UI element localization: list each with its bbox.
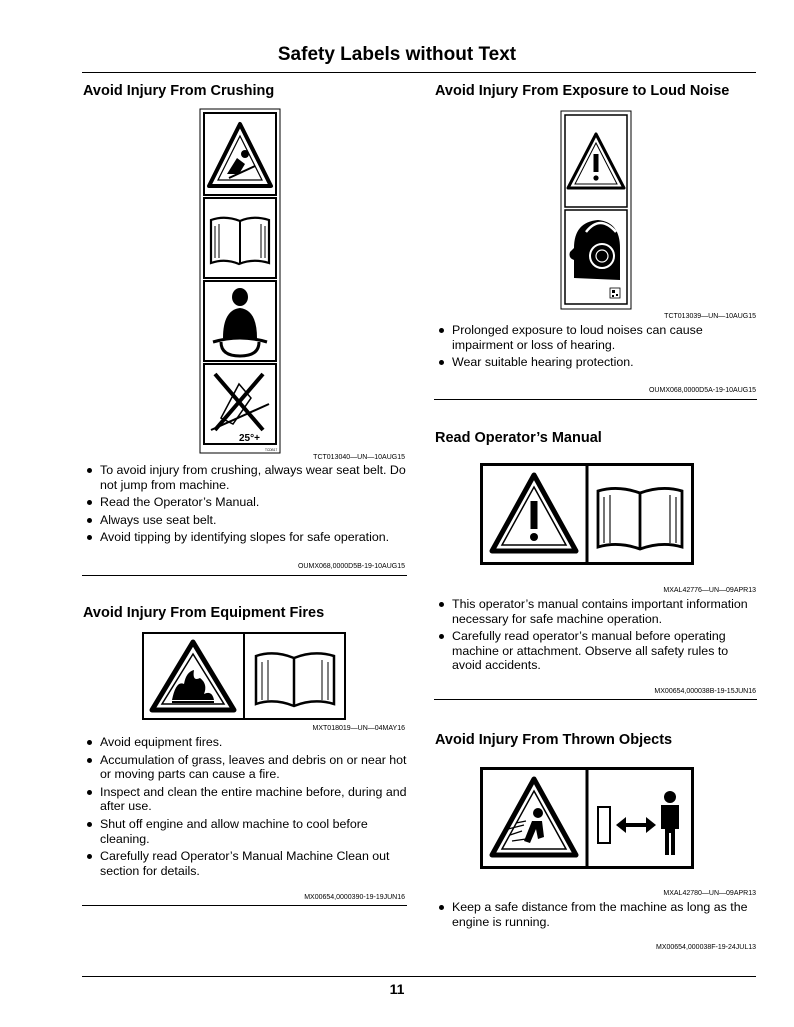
list-item: Carefully read Operator’s Manual Machine Clean out section for details. xyxy=(84,849,409,878)
list-item: Keep a safe distance from the machine as long as the engine is running. xyxy=(436,900,761,929)
label-code-text: TCDB17 xyxy=(265,448,278,452)
ref-code-noise: OUMX068,0000D5A-19-10AUG15 xyxy=(648,387,756,394)
caption-crushing: TCT013040—UN—10AUG15 xyxy=(313,454,405,461)
list-item: Read the Operator’s Manual. xyxy=(84,495,409,510)
title-divider xyxy=(82,72,756,73)
ref-code-manual: MX00654,000038B-19-15JUN16 xyxy=(654,688,756,695)
page-number: 11 xyxy=(389,981,405,997)
section-title-manual: Read Operator’s Manual xyxy=(435,430,602,446)
ref-code-fires: MX00654,0000390-19-19JUN16 xyxy=(304,894,405,901)
list-item: Avoid tipping by identifying slopes for safe operation. xyxy=(84,530,409,545)
bullet-list-fires xyxy=(84,735,409,881)
section-title-thrown: Avoid Injury From Thrown Objects xyxy=(435,732,673,748)
bullet-list-manual xyxy=(436,597,761,676)
caption-fires: MXT018019—UN—04MAY16 xyxy=(312,725,405,732)
page-title: Safety Labels without Text xyxy=(277,44,517,65)
section-title-crushing: Avoid Injury From Crushing xyxy=(83,83,275,99)
list-item: Inspect and clean the entire machine before, during and after use. xyxy=(84,785,409,814)
section-title-noise: Avoid Injury From Exposure to Loud Noise xyxy=(435,83,730,99)
section-divider xyxy=(82,575,407,576)
ref-code-crushing: OUMX068,0000D5B-19-10AUG15 xyxy=(297,563,405,570)
bullet-list-thrown xyxy=(436,900,761,932)
manual-safety-label xyxy=(480,463,694,565)
section-divider xyxy=(82,905,407,906)
slope-value-text: 25°+ xyxy=(239,433,260,444)
caption-noise: TCT013039—UN—10AUG15 xyxy=(664,313,756,320)
bullet-list-crushing xyxy=(84,463,409,548)
ref-code-thrown: MX00654,000038F-19-24JUL13 xyxy=(655,944,756,951)
section-divider xyxy=(434,699,757,700)
list-item: To avoid injury from crushing, always wear seat belt. Do not jump from machine. xyxy=(84,463,409,492)
caption-manual: MXAL42776—UN—09APR13 xyxy=(663,587,756,594)
list-item: Accumulation of grass, leaves and debris on or near hot or moving parts can cause a fire. xyxy=(84,753,409,782)
footer-divider xyxy=(82,976,756,977)
list-item: Carefully read operator’s manual before operating machine or attachment. Observe all safety rules to avoid accidents. xyxy=(436,629,761,673)
list-item: Avoid equipment fires. xyxy=(84,735,409,750)
bullet-list-noise xyxy=(436,323,761,373)
thrown-objects-safety-label xyxy=(480,767,694,869)
list-item: Wear suitable hearing protection. xyxy=(436,355,761,370)
manual-icon xyxy=(256,653,334,706)
section-title-fires: Avoid Injury From Equipment Fires xyxy=(83,605,325,621)
crushing-safety-label xyxy=(199,108,281,454)
noise-safety-label xyxy=(560,110,632,310)
list-item: This operator’s manual contains important information necessary for safe machine operation. xyxy=(436,597,761,626)
section-divider xyxy=(434,399,757,400)
manual-icon xyxy=(598,488,682,549)
caption-thrown: MXAL42780—UN—09APR13 xyxy=(663,890,756,897)
list-item: Always use seat belt. xyxy=(84,513,409,528)
list-item: Shut off engine and allow machine to cool before cleaning. xyxy=(84,817,409,846)
list-item: Prolonged exposure to loud noises can cause impairment or loss of hearing. xyxy=(436,323,761,352)
fire-safety-label xyxy=(142,632,346,720)
